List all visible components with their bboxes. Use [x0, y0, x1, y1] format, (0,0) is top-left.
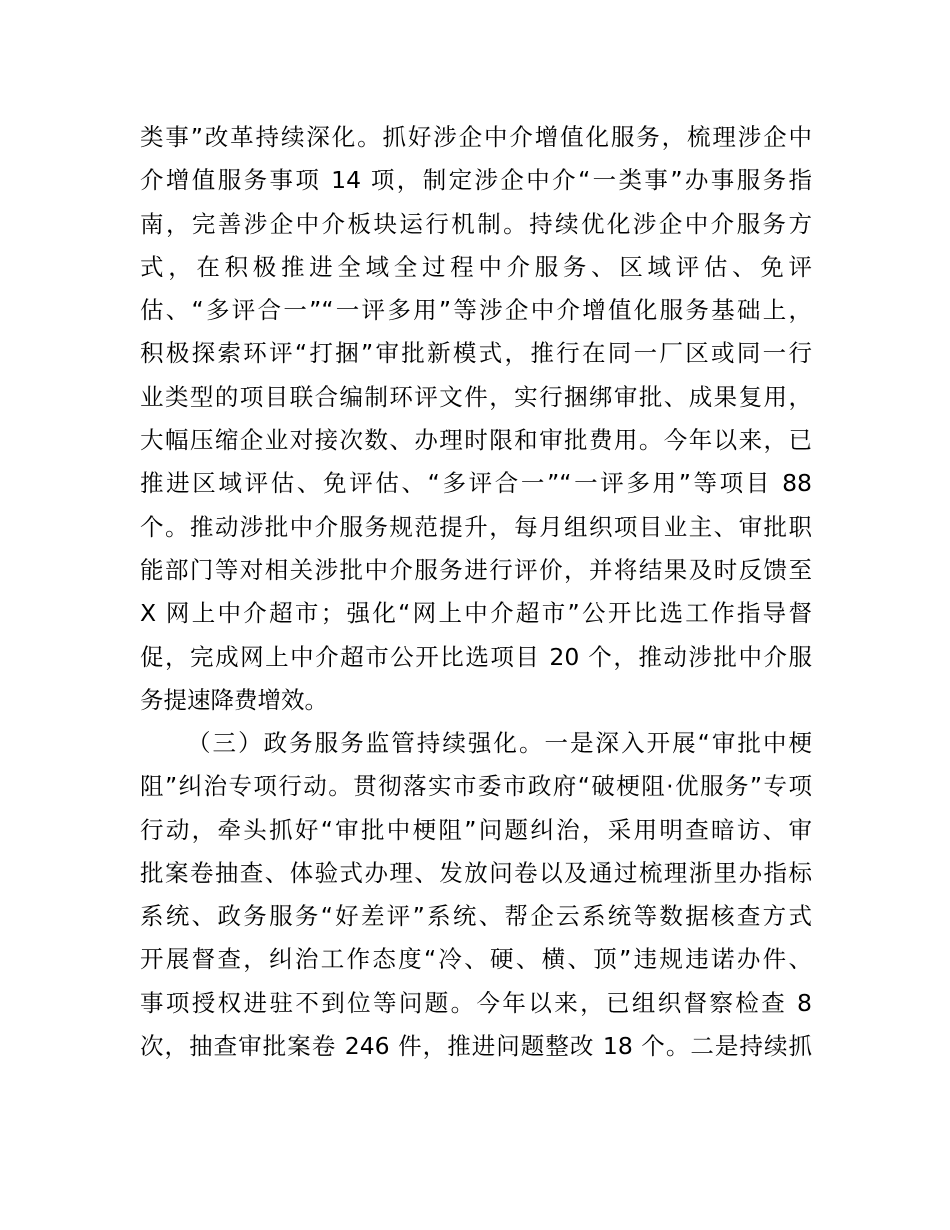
- paragraph1-line-4: 式，在积极推进全域全过程中介服务、区域评估、免评: [140, 252, 812, 281]
- paragraph1-line-14: 务提速降费增效。: [140, 685, 328, 714]
- paragraph-intermediary-services: [140, 116, 812, 722]
- paragraph2-line-4: 批案卷抽查、体验式办理、发放问卷以及通过梳理浙里办指标: [140, 858, 812, 887]
- paragraph2-line-6: 开展督查，纠治工作态度“冷、硬、横、顶”违规违诺办件、: [140, 945, 812, 974]
- paragraph1-line-5: 估、“多评合一”“一评多用”等涉企中介增值化服务基础上，: [140, 296, 812, 325]
- paragraph2-line-7: 事项授权进驻不到位等问题。今年以来，已组织督察检查 8: [140, 988, 812, 1017]
- paragraph1-line-7: 业类型的项目联合编制环评文件，实行捆绑审批、成果复用，: [140, 382, 812, 411]
- paragraph1-line-8: 大幅压缩企业对接次数、办理时限和审批费用。今年以来，已: [140, 426, 812, 455]
- paragraph2-line-2: 阻”纠治专项行动。贯彻落实市委市政府“破梗阻·优服务”专项: [140, 772, 812, 801]
- paragraph2-line-5: 系统、政务服务“好差评”系统、帮企云系统等数据核查方式: [140, 902, 812, 931]
- paragraph2-line-3: 行动，牵头抓好“审批中梗阻”问题纠治，采用明查暗访、审: [140, 815, 812, 844]
- paragraph1-line-12: X 网上中介超市；强化“网上中介超市”公开比选工作指导督: [140, 599, 812, 628]
- paragraph1-line-3: 南，完善涉企中介板块运行机制。持续优化涉企中介服务方: [140, 209, 812, 238]
- paragraph-supervision: [140, 722, 812, 1068]
- paragraph1-line-6: 积极探索环评“打捆”审批新模式，推行在同一厂区或同一行: [140, 339, 812, 368]
- paragraph2-line-1: （三）政务服务监管持续强化。一是深入开展“审批中梗: [187, 729, 812, 757]
- paragraph1-line-10: 个。推动涉批中介服务规范提升，每月组织项目业主、审批职: [140, 512, 812, 541]
- paragraph1-line-1: 类事”改革持续深化。抓好涉企中介增值化服务，梳理涉企中: [140, 123, 812, 151]
- paragraph1-line-13: 促，完成网上中介超市公开比选项目 20 个，推动涉批中介服: [140, 642, 812, 671]
- paragraph2-line-8: 次，抽查审批案卷 246 件，推进问题整改 18 个。二是持续抓: [140, 1032, 812, 1061]
- paragraph1-line-11: 能部门等对相关涉批中介服务进行评价，并将结果及时反馈至: [140, 555, 812, 584]
- paragraph1-line-2: 介增值服务事项 14 项，制定涉企中介“一类事”办事服务指: [140, 166, 812, 195]
- paragraph1-line-9: 推进区域评估、免评估、“多评合一”“一评多用”等项目 88: [140, 469, 812, 498]
